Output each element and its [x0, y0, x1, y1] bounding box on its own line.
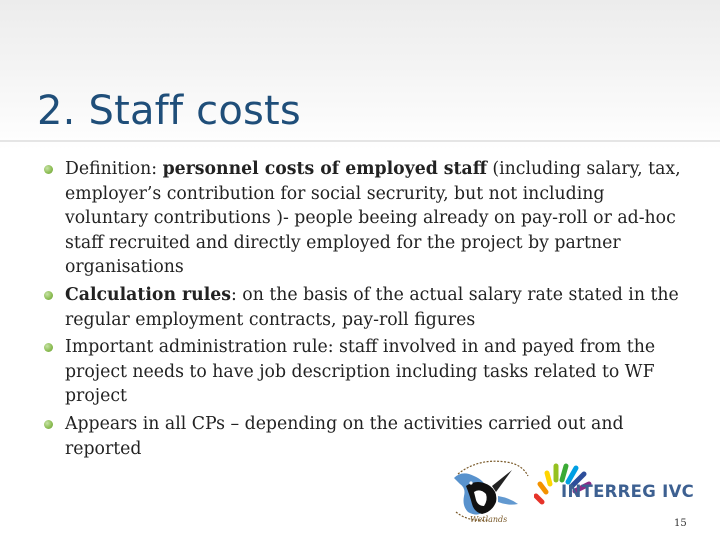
- interreg-logo: [534, 458, 695, 518]
- bullet-dot-icon: [44, 165, 53, 174]
- interreg-logo-text: INTERREG IVC: [561, 482, 695, 501]
- bullet-list: [44, 157, 684, 464]
- bullet-text: Important administration rule: staff involved in and payed from the project needs to have job description including tasks related to WF project: [65, 337, 656, 407]
- bird-logo-icon: [448, 456, 532, 524]
- bullet-text: Appears in all CPs – depending on the activities carried out and reported: [65, 413, 624, 459]
- slide-title: 2. Staff costs: [37, 88, 301, 134]
- bullet-text: Calculation rules: on the basis of the actual salary rate stated in the regular employment contracts, pay-roll figures: [65, 284, 679, 330]
- bullet-dot-icon: [44, 291, 53, 300]
- title-divider: [0, 140, 720, 142]
- page-number: 15: [674, 518, 687, 529]
- bird-logo-text: Wetlands: [470, 515, 508, 524]
- bullet-dot-icon: [44, 420, 53, 429]
- bullet-dot-icon: [44, 343, 53, 352]
- bullet-item: [44, 283, 684, 332]
- bullet-item: [44, 157, 684, 280]
- bullet-item: [44, 335, 684, 409]
- bullet-text: Definition: personnel costs of employed staff (including salary, tax, employer’s contribution for social secrurity, but not including voluntary contributions )- people beeing already on pay-roll or ad-hoc staff recruited and directly employed for the project by partner organisations: [65, 159, 681, 278]
- bullet-item: [44, 412, 684, 461]
